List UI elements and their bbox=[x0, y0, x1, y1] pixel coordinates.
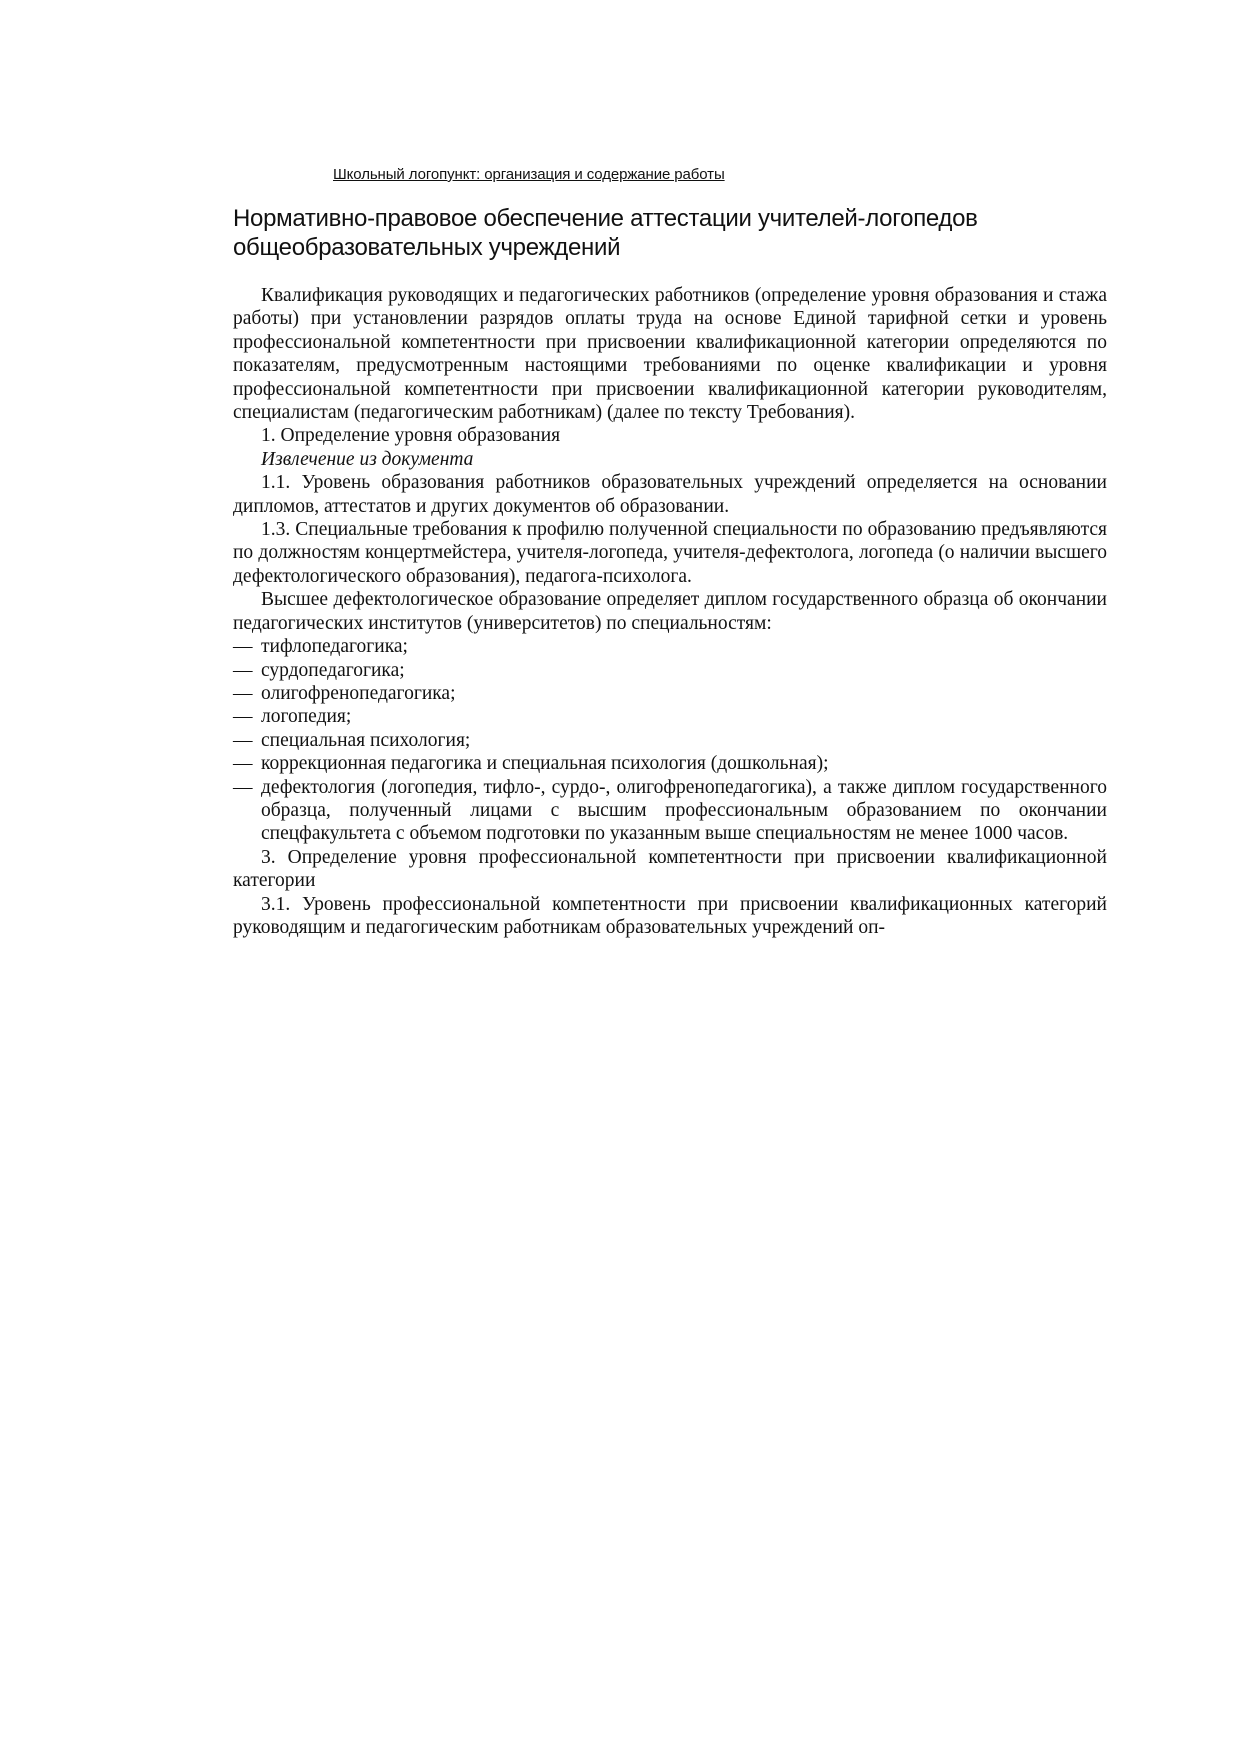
paragraph-1-1: 1.1. Уровень образования работников образовательных учреждений определяется на основании дипломов, аттестатов и других документов об образовании. bbox=[233, 472, 1107, 517]
dash-marker: — bbox=[233, 729, 253, 751]
document-title-line-1: Нормативно-правовое обеспечение аттестации учителей-логопедов bbox=[233, 205, 978, 232]
dash-marker: — bbox=[233, 682, 253, 704]
list-item bbox=[233, 752, 1107, 775]
document-title-line-2: общеобразовательных учреждений bbox=[233, 234, 621, 261]
list-item-text: сурдопедагогика; bbox=[261, 659, 405, 681]
list-item-text: олигофренопедагогика; bbox=[261, 682, 456, 704]
running-header: Школьный логопункт: организация и содержание работы bbox=[333, 166, 725, 183]
document-title bbox=[233, 204, 1093, 262]
list-item bbox=[233, 682, 1107, 705]
list-item bbox=[233, 659, 1107, 682]
paragraph-1-3: 1.3. Специальные требования к профилю полученной специальности по образованию предъявляются по должностям концертмейстера, учителя-логопеда, учителя-дефектолога, логопеда (о наличии высшего дефектологического образования), педагога-психолога. bbox=[233, 519, 1107, 587]
dash-marker: — bbox=[233, 659, 253, 681]
higher-education-paragraph: Высшее дефектологическое образование определяет диплом государственного образца об окончании педагогических институтов (университетов) по специальностям: bbox=[233, 589, 1107, 634]
list-item-text: логопедия; bbox=[261, 706, 352, 728]
list-item-text: дефектология (логопедия, тифло-, сурдо-, олигофренопедагогика), а также диплом государственного образца, полученный лицами с высшим профессиональным образованием по окончании спецфакультета с объемом подготовки по указанным выше специальностям не менее 1000 часов. bbox=[261, 776, 1107, 845]
list-item bbox=[233, 776, 1107, 846]
dash-marker: — bbox=[233, 706, 253, 728]
document-body bbox=[233, 284, 1107, 939]
extract-label: Извлечение из документа bbox=[261, 448, 474, 470]
list-item bbox=[233, 635, 1107, 658]
list-item-text: тифлопедагогика; bbox=[261, 636, 408, 658]
dash-marker: — bbox=[233, 776, 253, 798]
dash-marker: — bbox=[233, 753, 253, 775]
list-item-text: коррекционная педагогика и специальная психология (дошкольная); bbox=[261, 753, 829, 775]
intro-paragraph: Квалификация руководящих и педагогических работников (определение уровня образования и стажа работы) при установлении разрядов оплаты труда на основе Единой тарифной сетки и уровень профессиональной компетентности при присвоении квалификационной категории определяются по показателям, предусмотренным настоящими требованиями по оценке квалификации и уровня профессиональной компетентности при присвоении квалификационной категории руководителям, специалистам (педагогическим работникам) (далее по тексту Требования). bbox=[233, 285, 1107, 424]
dash-marker: — bbox=[233, 636, 253, 658]
list-item bbox=[233, 729, 1107, 752]
specialties-list bbox=[233, 635, 1107, 846]
list-item-text: специальная психология; bbox=[261, 729, 471, 751]
paragraph-3-1: 3.1. Уровень профессиональной компетентности при присвоении квалификационных категорий руководящим и педагогическим работникам образовательных учреждений оп- bbox=[233, 893, 1107, 938]
section-3-heading: 3. Определение уровня профессиональной компетентности при присвоении квалификационной категории bbox=[233, 846, 1107, 892]
list-item bbox=[233, 705, 1107, 728]
section-1-heading: 1. Определение уровня образования bbox=[261, 425, 561, 447]
